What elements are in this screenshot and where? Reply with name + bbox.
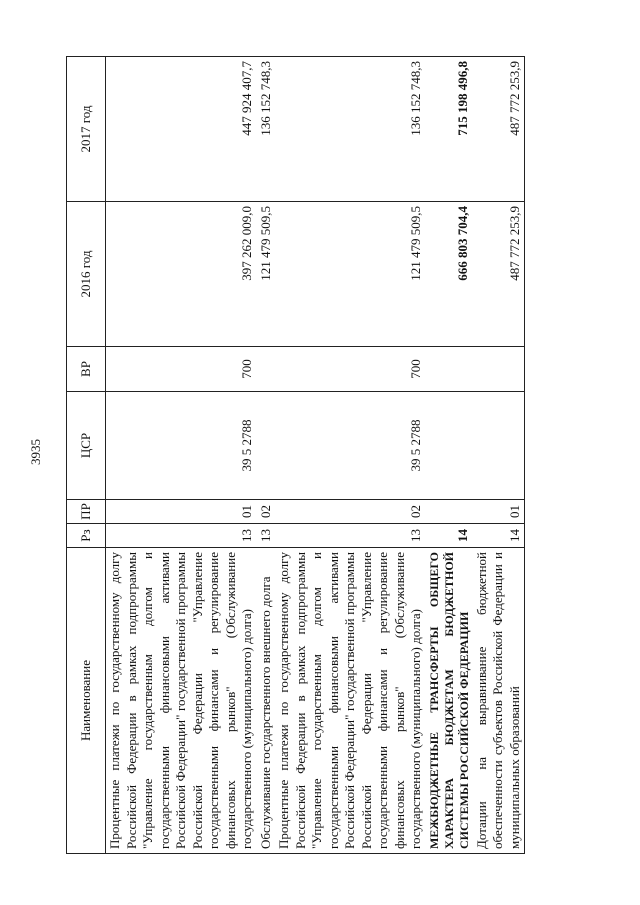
row-csr: [473, 392, 525, 500]
row-vr: 700: [275, 347, 426, 392]
row-csr: 39 5 2788: [106, 392, 257, 500]
table-row-section: [426, 57, 473, 854]
table-row: [473, 57, 525, 854]
row-pr: 02: [275, 500, 426, 524]
rotated-table-container: [66, 57, 622, 854]
row-rz: 13: [275, 524, 426, 548]
row-2017: 447 924 407,7: [106, 57, 257, 202]
row-2017: 136 152 748,3: [257, 57, 276, 202]
row-name: Процентные платежи по государственному долгу Российской Федерации в рамках подпрограммы "Управление государственным долгом и государственными финансовыми активами Российской Федерации" государственной программы Российской Федерации "Управление государственными финансами и регулирование финансовых рынков" (Обслуживание государственного (муниципального) долга): [275, 548, 426, 854]
row-rz: 13: [106, 524, 257, 548]
row-vr: 700: [106, 347, 257, 392]
header-pr: ПР: [67, 500, 106, 524]
header-rz: Рз: [67, 524, 106, 548]
row-vr: [473, 347, 525, 392]
row-name: Обслуживание государственного внешнего долга: [257, 548, 276, 854]
header-csr: ЦСР: [67, 392, 106, 500]
table-row: [275, 57, 426, 854]
row-csr: [426, 392, 473, 500]
row-2017: 487 772 253,9: [473, 57, 525, 202]
row-csr: [257, 392, 276, 500]
row-2016: 121 479 509,5: [275, 202, 426, 347]
row-pr: 02: [257, 500, 276, 524]
row-rz: 13: [257, 524, 276, 548]
row-vr: [257, 347, 276, 392]
row-vr: [426, 347, 473, 392]
row-csr: 39 5 2788: [275, 392, 426, 500]
row-rz: 14: [473, 524, 525, 548]
row-2017: 715 198 496,8: [426, 57, 473, 202]
budget-table: [66, 56, 525, 854]
row-pr: 01: [473, 500, 525, 524]
row-pr: [426, 500, 473, 524]
header-name: Наименование: [67, 548, 106, 854]
row-2016: 397 262 009,0: [106, 202, 257, 347]
row-2016: 666 803 704,4: [426, 202, 473, 347]
row-2017: 136 152 748,3: [275, 57, 426, 202]
page-number: 3935: [28, 439, 43, 465]
row-2016: 121 479 509,5: [257, 202, 276, 347]
row-name: МЕЖБЮДЖЕТНЫЕ ТРАНСФЕРТЫ ОБЩЕГО ХАРАКТЕРА БЮДЖЕТАМ БЮДЖЕТНОЙ СИСТЕМЫ РОССИЙСКОЙ ФЕДЕРАЦИИ: [426, 548, 473, 854]
header-row: [67, 57, 106, 854]
row-pr: 01: [106, 500, 257, 524]
header-2017: 2017 год: [67, 57, 106, 202]
row-name: Дотации на выравнивание бюджетной обеспеченности субъектов Российской Федерации и муниципальных образований: [473, 548, 525, 854]
row-rz: 14: [426, 524, 473, 548]
table-row: [257, 57, 276, 854]
header-2016: 2016 год: [67, 202, 106, 347]
row-2016: 487 772 253,9: [473, 202, 525, 347]
row-name: Процентные платежи по государственному долгу Российской Федерации в рамках подпрограммы "Управление государственным долгом и государственными финансовыми активами Российской Федерации" государственной программы Российской Федерации "Управление государственными финансами и регулирование финансовых рынков" (Обслуживание государственного (муниципального) долга): [106, 548, 257, 854]
header-vr: ВР: [67, 347, 106, 392]
table-row: [106, 57, 257, 854]
